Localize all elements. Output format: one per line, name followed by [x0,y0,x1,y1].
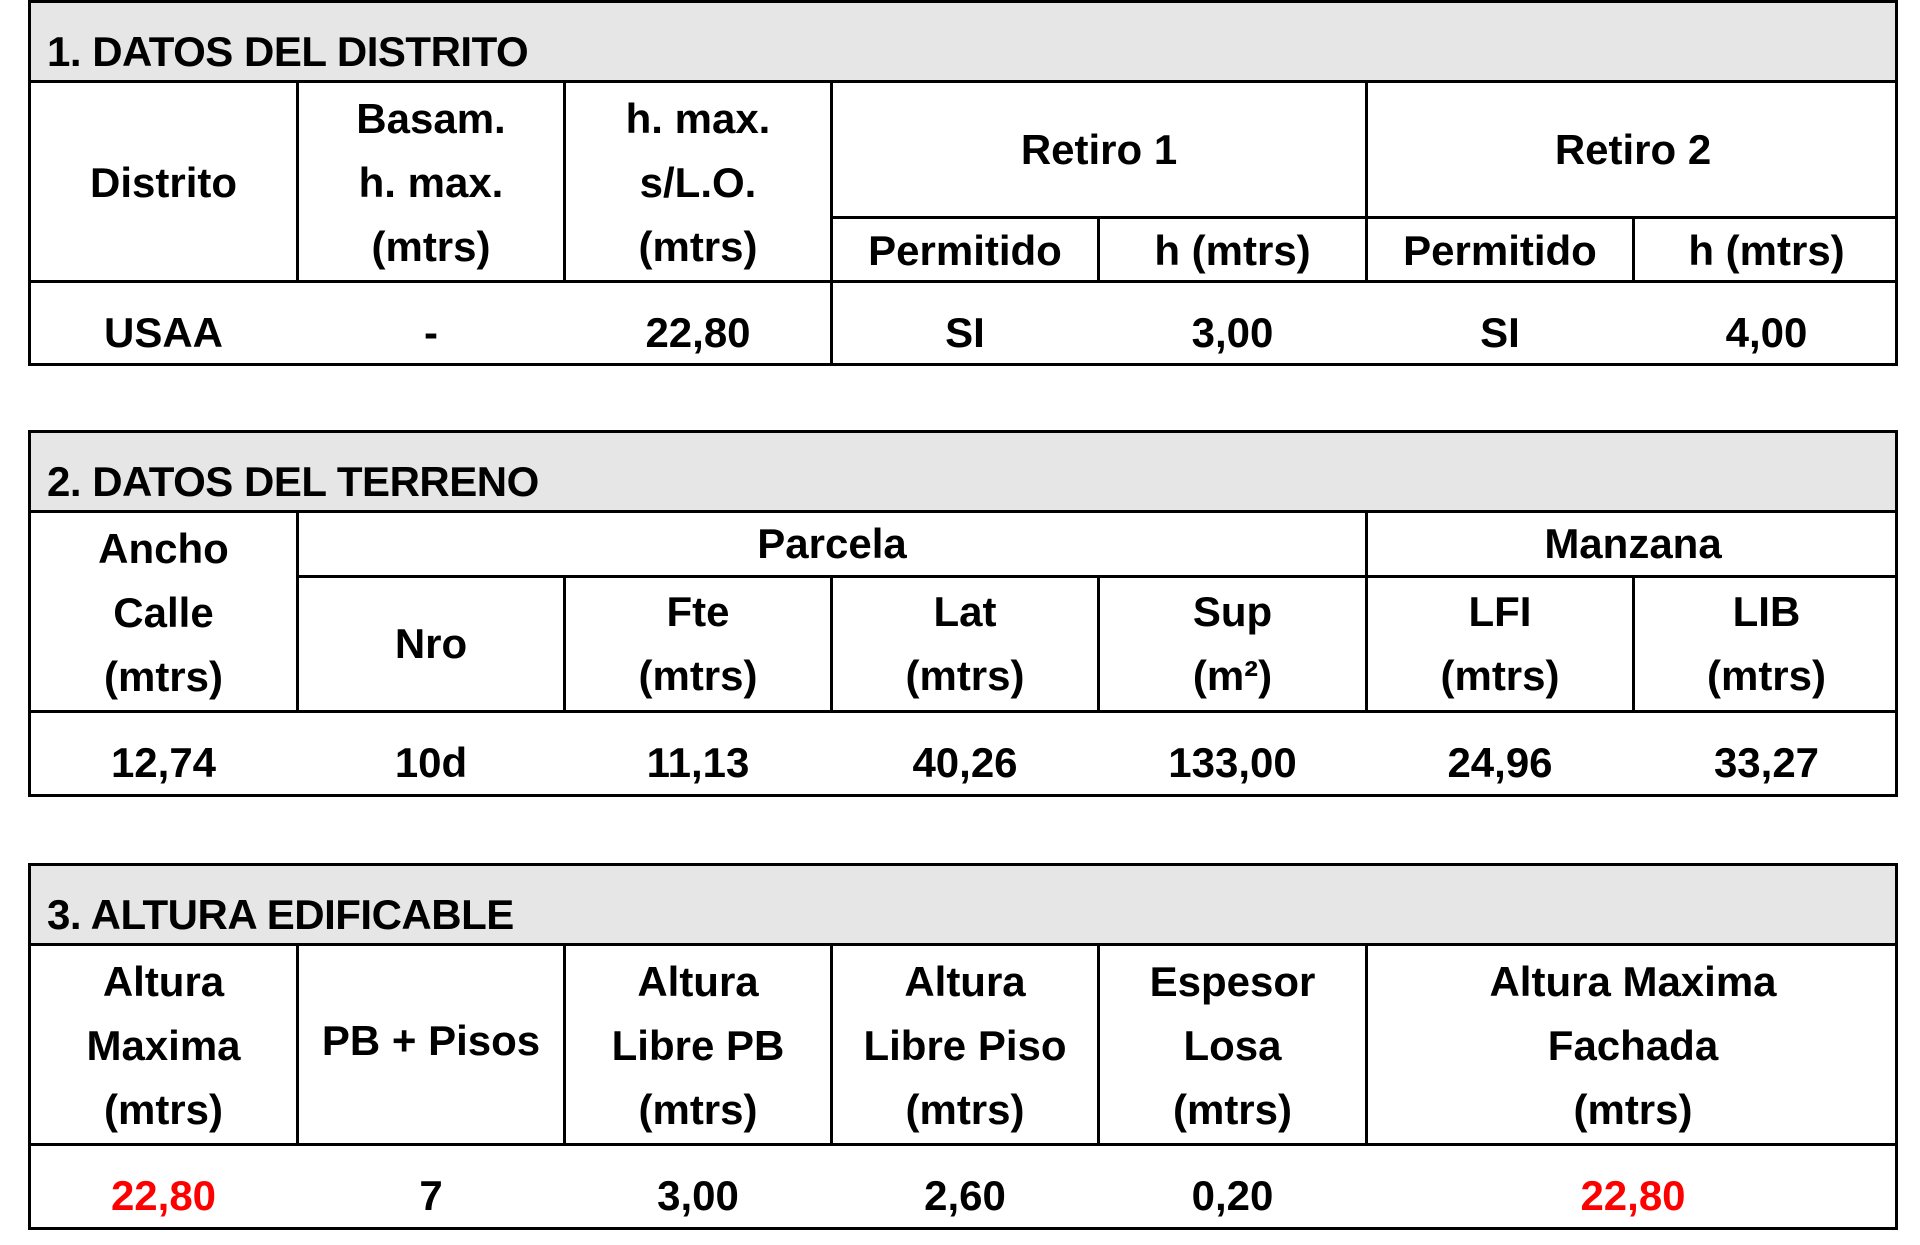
section-header [31,3,1895,83]
value-distrito: USAA [103,309,223,356]
header-altura-maxima: Altura Maxima (mtrs) [86,958,241,1133]
value-ancho-calle: 12,74 [110,739,217,786]
buildable-height-table [28,863,1898,1230]
section-title: 3. ALTURA EDIFICABLE [47,891,514,938]
header-lfi: LFI (mtrs) [1440,588,1560,699]
value-altura-libre-piso: 2,60 [924,1172,1006,1219]
header-ancho-calle: Ancho Calle (mtrs) [98,525,229,700]
header-distrito: Distrito [90,159,237,206]
header-altura-libre-piso: Altura Libre Piso (mtrs) [863,958,1067,1133]
section-title: 1. DATOS DEL DISTRITO [47,28,529,75]
value-r2-h: 4,00 [1725,309,1808,356]
header-hmax: h. max. s/L.O. (mtrs) [625,95,771,270]
header-r2-permitido: Permitido [1403,227,1597,274]
value-lfi: 24,96 [1447,739,1553,786]
value-hmax: 22,80 [645,309,751,356]
section-header [31,866,1895,946]
header-retiro2: Retiro 2 [1554,125,1712,173]
value-espesor-losa: 0,20 [1191,1172,1274,1219]
value-basam: - [424,309,438,356]
header-sup: Sup (m²) [1192,588,1273,699]
section-title: 2. DATOS DEL TERRENO [47,458,539,505]
header-pb-pisos: PB + Pisos [321,1017,541,1064]
value-r1-h: 3,00 [1191,309,1274,356]
value-r1-permitido: SI [945,309,985,356]
header-parcela: Parcela [757,520,907,567]
header-basam: Basam. h. max. (mtrs) [356,95,506,270]
value-altura-maxima-fachada: 22,80 [1580,1172,1686,1219]
value-lib: 33,27 [1713,739,1820,786]
header-altura-maxima-fachada: Altura Maxima Fachada (mtrs) [1489,958,1777,1133]
header-lat: Lat (mtrs) [905,588,1025,699]
value-pb-pisos: 7 [419,1172,443,1219]
header-r1-h: h (mtrs) [1154,227,1311,274]
value-sup: 133,00 [1168,739,1297,786]
value-lat: 40,26 [912,739,1018,786]
header-retiro1: Retiro 1 [1020,125,1178,173]
land-data-table [28,430,1898,797]
header-r2-h: h (mtrs) [1688,227,1845,274]
header-r1-permitido: Permitido [868,227,1062,274]
value-nro: 10d [394,739,468,786]
value-altura-maxima: 22,80 [110,1172,217,1219]
header-espesor-losa: Espesor Losa (mtrs) [1149,958,1316,1133]
divider [31,710,1898,713]
section-header [31,433,1895,513]
header-altura-libre-pb: Altura Libre PB (mtrs) [611,958,785,1133]
value-altura-libre-pb: 3,00 [657,1172,739,1219]
header-lib: LIB (mtrs) [1706,588,1826,699]
header-manzana: Manzana [1544,520,1722,567]
header-nro: Nro [394,620,468,667]
header-fte: Fte (mtrs) [638,588,758,699]
district-data-table [28,0,1898,366]
value-r2-permitido: SI [1480,309,1520,356]
value-fte: 11,13 [646,739,750,786]
